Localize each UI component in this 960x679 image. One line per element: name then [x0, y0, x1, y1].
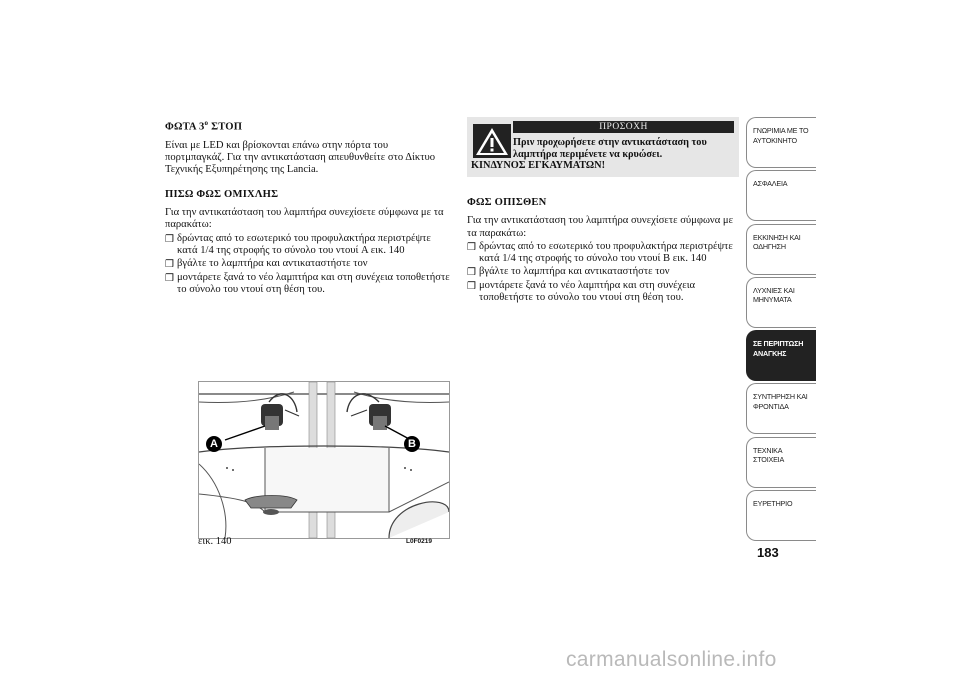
page-number: 183 — [757, 545, 779, 560]
section-title: ΠΙΣΩ ΦΩΣ ΟΜΙΧΛΗΣ — [165, 188, 279, 200]
warning-triangle-icon — [473, 124, 511, 158]
tab-safety[interactable]: ΑΣΦΑΛΕΙΑ — [746, 170, 816, 221]
watermark-text: carmanualsonline.info — [566, 648, 777, 671]
section-text: Είναι με LED και βρίσκονται επάνω στην πόρτα του πορτμπαγκάζ. Για την αντικατάσταση απευθυνθείτε στο Δίκτυο Τεχνικής Εξυπηρέτησης της Lancia. — [165, 139, 435, 176]
section-title: ΦΩΣ ΟΠΙΣΘΕΝ — [467, 197, 547, 208]
figure-code: L0F0219 — [406, 538, 433, 545]
list-item: ❒ βγάλτε το λαμπτήρα και αντικαταστήστε τον — [467, 266, 670, 279]
section-title: ΦΩΤΑ $3^o$ ΣΤΟΠ — [165, 119, 243, 133]
tab-index[interactable]: ΕΥΡΕΤΗΡΙΟ — [746, 490, 816, 541]
warning-footer: ΚΙΝΔΥΝΟΣ ΕΓΚΑΥΜΑΤΩΝ! — [471, 160, 606, 171]
left-column — [165, 117, 450, 308]
tab-technical-data[interactable]: ΤΕΧΝΙΚΑ ΣΤΟΙΧΕΙΑ — [746, 437, 816, 488]
section-intro: Για την αντικατάσταση του λαμπτήρα συνεχίσετε σύμφωνα με τα παρακάτω: — [165, 207, 444, 231]
warning-box — [467, 117, 739, 177]
checkbox-bullet-icon: ❒ — [165, 233, 174, 245]
list-item: ❒ βγάλτε το λαμπτήρα και αντικαταστήστε τον — [165, 258, 368, 271]
list-item: ❒ μοντάρετε ξανά το νέο λαμπτήρα και στη συνέχεια τοποθετήστε το σύνολο του ντουί στη θέση του. — [165, 271, 450, 295]
checkbox-bullet-icon: ❒ — [467, 241, 476, 253]
list-item: ❒ μοντάρετε ξανά το νέο λαμπτήρα και στη συνέχεια τοποθετήστε το σύνολο του ντουί στη θέση του. — [467, 279, 696, 304]
rear-bumper-drawing — [199, 382, 449, 538]
section-third-brake-light — [165, 117, 450, 177]
list-item: ❒ δρώντας από το εσωτερικό του προφυλακτήρα περιστρέψτε κατά 1/4 της στροφής το σύνολο του ντουί A εικ. 140 — [165, 232, 431, 256]
checkbox-bullet-icon: ❒ — [467, 280, 476, 292]
label-b-badge: B — [404, 436, 420, 452]
tab-maintenance[interactable]: ΣΥΝΤΗΡΗΣΗ ΚΑΙ ΦΡΟΝΤΙΔΑ — [746, 383, 816, 434]
warning-title: ΠΡΟΣΟΧΗ — [513, 121, 734, 133]
figure-caption: εικ. 140 — [198, 536, 232, 547]
tab-warning-lights[interactable]: ΛΥΧΝΙΕΣ ΚΑΙ ΜΗΝΥΜΑΤΑ — [746, 277, 816, 328]
warning-text: Πριν προχωρήσετε στην αντικατάσταση του λαμπτήρα περιμένετε να κρυώσει. — [513, 137, 707, 160]
section-rear-fog-light — [165, 189, 450, 296]
figure-illustration — [198, 381, 450, 539]
checkbox-bullet-icon: ❒ — [165, 272, 174, 284]
label-a-badge: A — [206, 436, 222, 452]
right-column — [467, 197, 739, 305]
list-item: ❒ δρώντας από το εσωτερικό του προφυλακτήρα περιστρέψτε κατά 1/4 της στροφής το σύνολο του ντουί B εικ. 140 — [467, 240, 733, 265]
tab-emergency[interactable]: ΣΕ ΠΕΡΙΠΤΩΣΗ ΑΝΑΓΚΗΣ — [746, 330, 816, 381]
tab-getting-to-know[interactable]: ΓΝΩΡΙΜΙΑ ΜΕ ΤΟ ΑΥΤΟΚΙΝΗΤΟ — [746, 117, 816, 168]
checkbox-bullet-icon: ❒ — [165, 259, 174, 271]
section-intro: Για την αντικατάσταση του λαμπτήρα συνεχίσετε σύμφωνα με τα παρακάτω: — [467, 215, 734, 239]
checkbox-bullet-icon: ❒ — [467, 267, 476, 279]
tab-starting-driving[interactable]: ΕΚΚΙΝΗΣΗ ΚΑΙ ΟΔΗΓΗΣΗ — [746, 224, 816, 275]
chapter-tabs — [746, 117, 816, 543]
